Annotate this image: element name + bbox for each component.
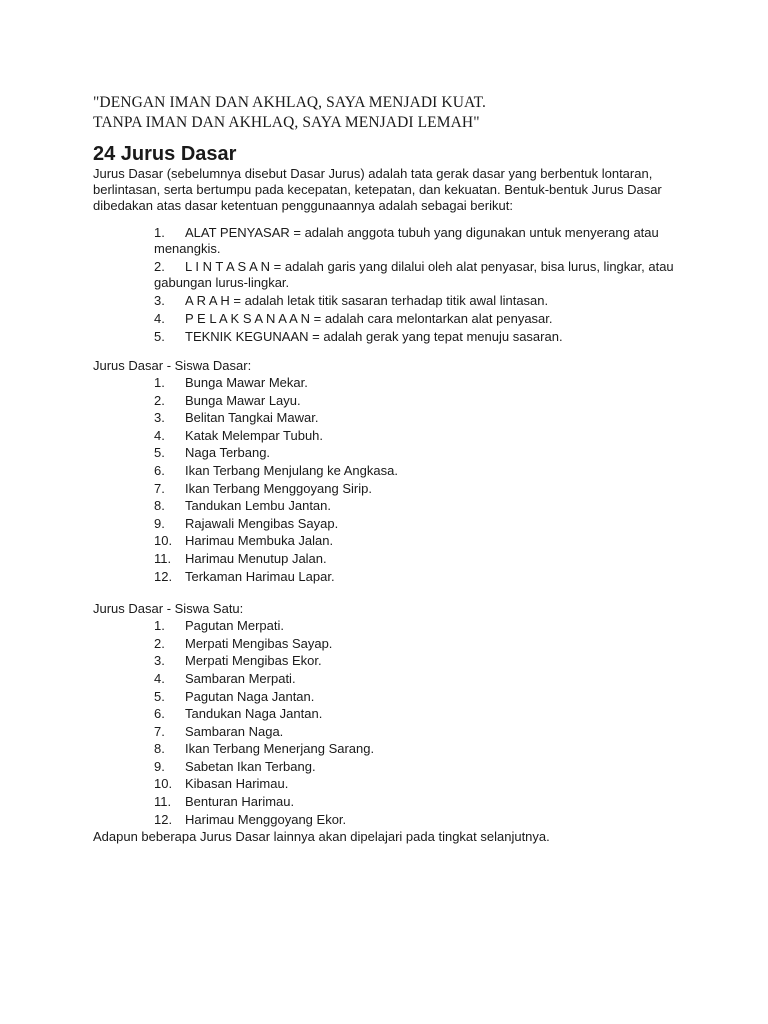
list-item (154, 374, 693, 392)
definition-item (154, 329, 693, 345)
list-number: 3. (154, 293, 165, 308)
list-number: 9. (154, 515, 165, 531)
list-item-text: Merpati Mengibas Sayap. (185, 635, 333, 651)
list-item-text: Ikan Terbang Menggoyang Sirip. (185, 480, 372, 496)
list-item-text: Bunga Mawar Layu. (185, 392, 301, 408)
definition-text: TEKNIK KEGUNAAN = adalah gerak yang tepat menuju sasaran. (185, 329, 563, 344)
list-item-text: Katak Melempar Tubuh. (185, 427, 324, 443)
list-number: 4. (154, 670, 165, 686)
list-number: 3. (154, 653, 165, 669)
list-item (154, 758, 693, 776)
list-number: 7. (154, 480, 165, 496)
list-number: 2. (154, 635, 165, 651)
list-item (154, 723, 693, 741)
definition-item (154, 225, 693, 257)
list-number: 1. (154, 618, 165, 634)
list-number: 8. (154, 498, 165, 514)
list-item (154, 568, 693, 586)
list-item (154, 532, 693, 550)
list-number: 4. (154, 311, 165, 326)
list-item (154, 670, 693, 688)
list-item (154, 515, 693, 533)
list-item (154, 652, 693, 670)
list-item-text: Terkaman Harimau Lapar. (185, 568, 335, 584)
motto-line-2: TANPA IMAN DAN AKHLAQ, SAYA MENJADI LEMAH" (93, 114, 480, 131)
list-item-text: Ikan Terbang Menjulang ke Angkasa. (185, 462, 398, 478)
list-item (154, 793, 693, 811)
list-number: 5. (154, 688, 165, 704)
list-number: 12. (154, 811, 173, 827)
definition-item (154, 259, 693, 291)
list-number: 9. (154, 758, 165, 774)
list-item-text: Sambaran Merpati. (185, 670, 296, 686)
list-item-text: Tandukan Lembu Jantan. (185, 498, 331, 514)
closing-paragraph: Adapun beberapa Jurus Dasar lainnya akan dipelajari pada tingkat selanjutnya. (93, 829, 550, 845)
page-title: 24 Jurus Dasar (93, 143, 237, 165)
list-number: 5. (154, 445, 165, 461)
list-item (154, 392, 693, 410)
list-item (154, 497, 693, 515)
list-item-text: Sambaran Naga. (185, 723, 284, 739)
list-item-text: Harimau Menggoyang Ekor. (185, 811, 347, 827)
definition-item (154, 311, 693, 327)
list-item-text: Merpati Mengibas Ekor. (185, 653, 322, 669)
list-number: 6. (154, 462, 165, 478)
list-item (154, 775, 693, 793)
definition-text: L I N T A S A N = adalah garis yang dilalui oleh alat penyasar, bisa lurus, lingkar, atau gabungan lurus-lingkar. (154, 259, 674, 290)
list-item (154, 444, 693, 462)
list-item-text: Benturan Harimau. (185, 794, 295, 810)
intro-paragraph: Jurus Dasar (sebelumnya disebut Dasar Jurus) adalah tata gerak dasar yang berbentuk lontaran, berlintasan, serta bertumpu pada kecepatan, ketepatan, dan kekuatan. Bentuk-bentuk Jurus Dasar dibedakan atas dasar ketentuan penggunaannya adalah sebagai berikut: (93, 166, 662, 213)
list-number: 2. (154, 392, 165, 408)
list-item-text: Pagutan Merpati. (185, 618, 285, 634)
list-item (154, 427, 693, 445)
list-item-text: Belitan Tangkai Mawar. (185, 410, 319, 426)
list-number: 12. (154, 568, 173, 584)
list-number: 2. (154, 259, 165, 274)
list-number: 6. (154, 706, 165, 722)
list-item (154, 740, 693, 758)
list-item-text: Harimau Menutup Jalan. (185, 550, 327, 566)
list-number: 10. (154, 533, 173, 549)
definition-list (154, 225, 693, 345)
list-item (154, 705, 693, 723)
definition-text: P E L A K S A N A A N = adalah cara melontarkan alat penyasar. (185, 311, 553, 326)
section-title-siswa-dasar: Jurus Dasar - Siswa Dasar: (93, 358, 252, 373)
list-number: 11. (154, 550, 172, 566)
section-title-siswa-satu: Jurus Dasar - Siswa Satu: (93, 601, 244, 617)
list-number: 1. (154, 225, 165, 240)
list-item (154, 409, 693, 427)
list-item (154, 480, 693, 498)
list-number: 4. (154, 427, 165, 443)
list-item-text: Kibasan Harimau. (185, 776, 289, 792)
list-item-text: Pagutan Naga Jantan. (185, 688, 315, 704)
list-item (154, 688, 693, 706)
list-item-text: Harimau Membuka Jalan. (185, 533, 334, 549)
list-number: 8. (154, 741, 165, 757)
list-item (154, 617, 693, 635)
definition-text: ALAT PENYASAR = adalah anggota tubuh yang digunakan untuk menyerang atau menangkis. (154, 225, 659, 256)
motto-line-1: "DENGAN IMAN DAN AKHLAQ, SAYA MENJADI KUAT. (93, 94, 486, 111)
definition-text: A R A H = adalah letak titik sasaran terhadap titik awal lintasan. (185, 293, 549, 308)
list-item-text: Rajawali Mengibas Sayap. (185, 515, 339, 531)
definition-item (154, 293, 693, 309)
list-item (154, 462, 693, 480)
list-item-text: Naga Terbang. (185, 445, 271, 461)
list-number: 3. (154, 410, 165, 426)
list-item (154, 811, 693, 829)
list-item (154, 635, 693, 653)
list-number: 1. (154, 375, 165, 390)
list-number: 7. (154, 723, 165, 739)
list-item-text: Tandukan Naga Jantan. (185, 706, 323, 722)
jurus-list-siswa-satu (154, 617, 693, 828)
document-page (93, 93, 693, 845)
list-item-text: Bunga Mawar Mekar. (185, 375, 308, 390)
list-number: 10. (154, 776, 173, 792)
list-number: 11. (154, 794, 172, 810)
list-number: 5. (154, 329, 165, 344)
list-item-text: Ikan Terbang Menerjang Sarang. (185, 741, 375, 757)
list-item-text: Sabetan Ikan Terbang. (185, 758, 316, 774)
jurus-list-siswa-dasar (154, 374, 693, 585)
motto-quote (93, 93, 693, 133)
list-item (154, 550, 693, 568)
